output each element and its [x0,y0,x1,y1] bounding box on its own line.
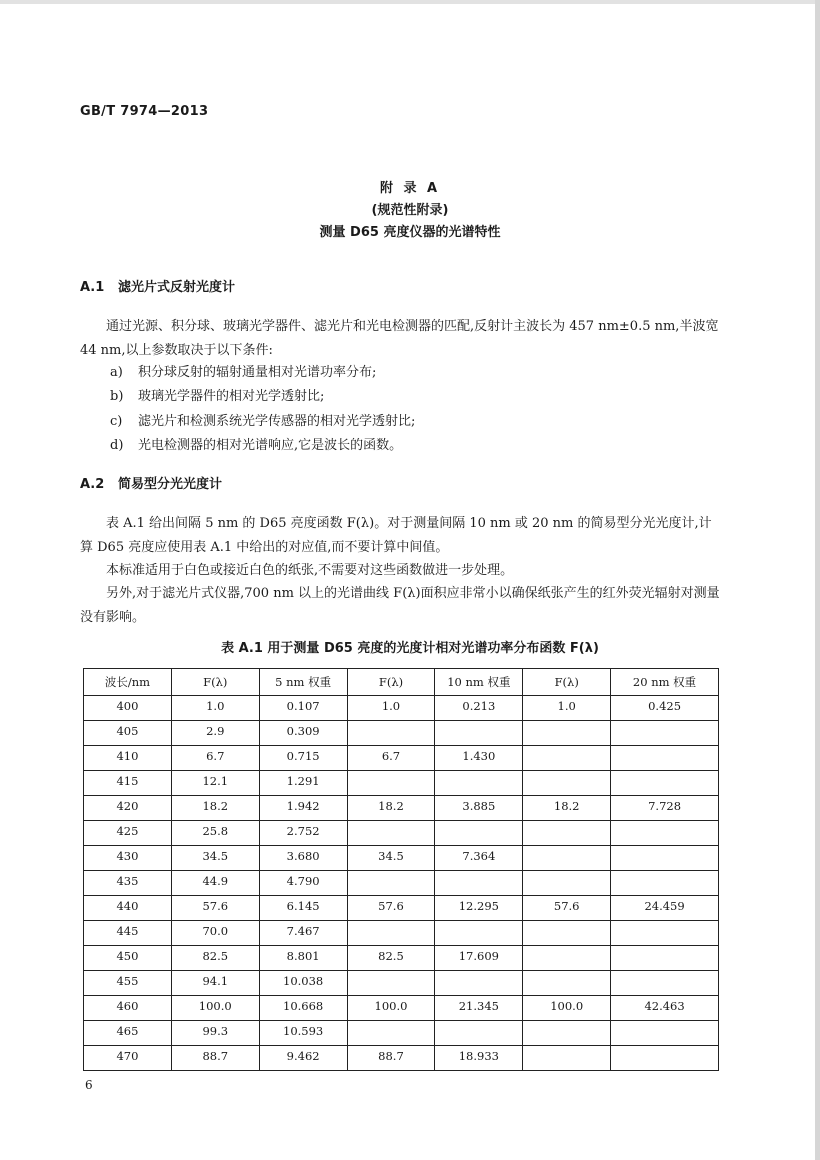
table-cell [347,771,435,796]
table-cell [611,821,719,846]
cell-value: 82.5 [378,949,404,963]
cell-value: 0.309 [286,724,320,738]
section-a1-number: A.1 [80,280,105,295]
column-header: F(λ) [523,669,611,696]
cell-value: 450 [116,949,139,963]
table-cell [84,946,172,971]
cell-value: 1.0 [206,699,225,713]
table-cell [171,696,259,721]
cell-value: 470 [116,1049,139,1063]
table-cell [171,1046,259,1071]
cell-value: 34.5 [378,849,404,863]
standard-code: GB/T 7974—2013 [80,104,209,119]
cell-value: 34.5 [202,849,229,863]
cell-value: 445 [116,924,139,938]
cell-value: 6.7 [381,749,401,763]
cell-value: 70.0 [202,924,229,938]
table-cell [259,821,347,846]
table-row [84,971,719,996]
table-cell [84,696,172,721]
table-cell [523,846,611,871]
cell-value: 57.6 [553,899,580,913]
section-a2-paragraph-1: 表 A.1 给出间隔 5 nm 的 D65 亮度函数 F(λ)。对于测量间隔 10 nm 或 20 nm 的简易型分光光度计,计算 D65 亮度应使用表 A.1 中给出的对应值,而不要计算中间值。 [80,516,712,555]
condition-list [110,361,415,458]
table-cell [347,821,435,846]
table-cell [171,746,259,771]
table-cell [171,896,259,921]
table-cell [259,846,347,871]
table-cell [435,921,523,946]
table-cell [259,996,347,1021]
cell-value: 25.8 [202,824,229,838]
table-cell [259,896,347,921]
table-cell [171,971,259,996]
cell-value: 17.609 [458,949,499,963]
section-a2-number: A.2 [80,477,105,492]
table-row [84,796,719,821]
column-header: 20 nm 权重 [611,669,719,696]
table-cell [259,796,347,821]
cell-value: 12.1 [202,774,229,788]
cell-value: 44.9 [202,874,229,888]
cell-value: 1.291 [286,774,320,788]
cell-value: 1.430 [462,749,496,763]
table-cell [84,896,172,921]
table-cell [259,771,347,796]
table-cell [435,771,523,796]
cell-value: 18.933 [458,1049,499,1063]
table-cell [523,946,611,971]
table-cell [171,1021,259,1046]
table-cell [523,896,611,921]
cell-value: 99.3 [202,1024,229,1038]
cell-value: 460 [116,999,139,1013]
cell-value: 9.462 [286,1049,320,1063]
appendix-heading: 测量 D65 亮度仪器的光谱特性 [319,225,501,240]
table-row [84,1046,719,1071]
cell-value: 24.459 [644,899,685,913]
cell-value: 21.345 [458,999,499,1013]
table-cell [259,1046,347,1071]
cell-value: 3.885 [462,799,496,813]
table-cell [435,821,523,846]
table-cell [84,796,172,821]
column-header: F(λ) [347,669,435,696]
table-cell [171,771,259,796]
table-cell [611,1021,719,1046]
table-cell [171,996,259,1021]
table-cell [84,921,172,946]
cell-value: 440 [116,899,139,913]
list-item-label: c) [110,413,123,429]
table-cell [259,946,347,971]
column-header: 5 nm 权重 [259,669,347,696]
cell-value: 0.715 [286,749,320,763]
section-a2-heading [80,473,222,492]
table-cell [435,846,523,871]
list-item-label: d) [110,437,124,453]
appendix-subtitle: (规范性附录) [371,203,449,218]
table-cell [523,1046,611,1071]
cell-value: 415 [116,774,139,788]
list-item-text: 玻璃光学器件的相对光学透射比; [138,389,325,405]
list-item [110,385,415,409]
table-row [84,746,719,771]
list-item-text: 滤光片和检测系统光学传感器的相对光学透射比; [138,413,416,429]
section-a2-paragraph-2: 本标准适用于白色或接近白色的纸张,不需要对这些函数做进一步处理。 [106,563,514,578]
cell-value: 88.7 [378,1049,404,1063]
table-cell [611,896,719,921]
table-cell [171,846,259,871]
cell-value: 435 [116,874,139,888]
table-header-row [84,669,719,696]
table-cell [523,696,611,721]
table-caption: 表 A.1 用于测量 D65 亮度的光度计相对光谱功率分布函数 F(λ) [221,641,599,656]
table-cell [523,796,611,821]
list-item-label: a) [110,365,123,380]
table-cell [347,946,435,971]
list-item-text: 光电检测器的相对光谱响应,它是波长的函数。 [138,437,403,453]
page-number: 6 [85,1078,93,1092]
cell-value: 18.2 [553,799,580,813]
list-item [110,410,415,434]
table-cell [611,846,719,871]
cell-value: 10.593 [283,1024,324,1038]
cell-value: 18.2 [378,799,404,813]
table-cell [435,721,523,746]
table-cell [435,1021,523,1046]
cell-value: 4.790 [286,874,320,888]
table-cell [171,871,259,896]
table-cell [523,871,611,896]
cell-value: 100.0 [374,999,408,1013]
table-cell [523,971,611,996]
cell-value: 405 [116,724,139,738]
table-row [84,1021,719,1046]
list-item [110,361,415,385]
cell-value: 8.801 [286,949,320,963]
table-cell [435,971,523,996]
section-a2-title: 简易型分光光度计 [118,477,223,492]
cell-value: 1.0 [381,699,401,713]
table-cell [611,971,719,996]
table-cell [259,721,347,746]
cell-value: 94.1 [202,974,229,988]
table-cell [347,1021,435,1046]
table-cell [347,921,435,946]
spectral-table [83,668,719,1071]
cell-value: 455 [116,974,139,988]
table-cell [84,821,172,846]
table-row [84,846,719,871]
table-cell [171,721,259,746]
cell-value: 7.467 [286,924,320,938]
table-cell [259,971,347,996]
appendix-title: 附 录 A [379,181,441,196]
table-cell [347,971,435,996]
cell-value: 425 [116,824,139,838]
table-cell [611,796,719,821]
table-cell [259,1021,347,1046]
table-cell [611,946,719,971]
cell-value: 82.5 [202,949,229,963]
table-cell [435,796,523,821]
cell-value: 7.728 [648,799,682,813]
table-cell [435,996,523,1021]
table-cell [611,871,719,896]
column-header: F(λ) [171,669,259,696]
cell-value: 12.295 [458,899,499,913]
cell-value: 3.680 [286,849,320,863]
table-cell [84,746,172,771]
scan-top-edge [0,0,820,4]
cell-value: 6.7 [206,749,225,763]
table-row [84,921,719,946]
table-cell [84,871,172,896]
table-row [84,721,719,746]
table-cell [84,721,172,746]
cell-value: 1.942 [286,799,320,813]
list-item-text: 积分球反射的辐射通量相对光谱功率分布; [138,365,377,380]
table-cell [259,746,347,771]
cell-value: 465 [116,1024,139,1038]
table-cell [523,996,611,1021]
table-cell [347,871,435,896]
column-header: 10 nm 权重 [435,669,523,696]
table-cell [435,896,523,921]
cell-value: 42.463 [644,999,685,1013]
table-cell [171,946,259,971]
table-cell [347,1046,435,1071]
scan-right-edge [815,0,820,1160]
cell-value: 0.213 [462,699,496,713]
cell-value: 1.0 [557,699,576,713]
table-row [84,946,719,971]
table-cell [259,921,347,946]
table-cell [523,821,611,846]
column-header: 波长/nm [84,669,172,696]
table-cell [611,721,719,746]
section-a1-title: 滤光片式反射光度计 [118,280,236,295]
table-row [84,896,719,921]
table-cell [611,696,719,721]
table-cell [523,721,611,746]
cell-value: 10.668 [283,999,324,1013]
table-cell [435,746,523,771]
table-cell [171,796,259,821]
table-cell [347,896,435,921]
table-cell [435,871,523,896]
cell-value: 0.425 [648,699,682,713]
cell-value: 400 [116,699,139,713]
cell-value: 88.7 [202,1049,229,1063]
table-cell [523,746,611,771]
cell-value: 7.364 [462,849,496,863]
table-cell [347,721,435,746]
list-item [110,434,415,458]
table-cell [435,946,523,971]
table-cell [84,996,172,1021]
table-cell [259,696,347,721]
table-row [84,871,719,896]
cell-value: 0.107 [286,699,320,713]
table-cell [347,996,435,1021]
table-cell [611,771,719,796]
table-cell [84,846,172,871]
table-row [84,771,719,796]
cell-value: 100.0 [550,999,584,1013]
cell-value: 2.9 [206,724,225,738]
section-a2-paragraph-3: 另外,对于滤光片式仪器,700 nm 以上的光谱曲线 F(λ)面积应非常小以确保纸张产生的红外荧光辐射对测量没有影响。 [80,586,720,625]
cell-value: 2.752 [286,824,320,838]
cell-value: 410 [116,749,139,763]
cell-value: 420 [116,799,139,813]
list-item-label: b) [110,389,124,405]
table-cell [347,696,435,721]
table-row [84,696,719,721]
table-cell [523,1021,611,1046]
cell-value: 18.2 [202,799,229,813]
table-cell [611,1046,719,1071]
table-row [84,996,719,1021]
table-cell [611,746,719,771]
table-cell [84,1046,172,1071]
table-cell [84,1021,172,1046]
table-cell [523,771,611,796]
table-cell [523,921,611,946]
table-cell [347,746,435,771]
table-cell [347,796,435,821]
table-cell [435,696,523,721]
table-cell [259,871,347,896]
cell-value: 57.6 [378,899,404,913]
table-cell [171,821,259,846]
section-a1-heading [80,276,235,295]
table-cell [347,846,435,871]
table-cell [84,771,172,796]
table-cell [611,996,719,1021]
table-cell [84,971,172,996]
table-row [84,821,719,846]
cell-value: 430 [116,849,139,863]
cell-value: 100.0 [198,999,232,1013]
table-cell [435,1046,523,1071]
table-cell [171,921,259,946]
table-cell [611,921,719,946]
cell-value: 57.6 [202,899,229,913]
section-a1-paragraph: 通过光源、积分球、玻璃光学器件、滤光片和光电检测器的匹配,反射计主波长为 457 nm±0.5 nm,半波宽 44 nm,以上参数取决于以下条件: [80,319,719,358]
cell-value: 10.038 [283,974,324,988]
cell-value: 6.145 [286,899,320,913]
